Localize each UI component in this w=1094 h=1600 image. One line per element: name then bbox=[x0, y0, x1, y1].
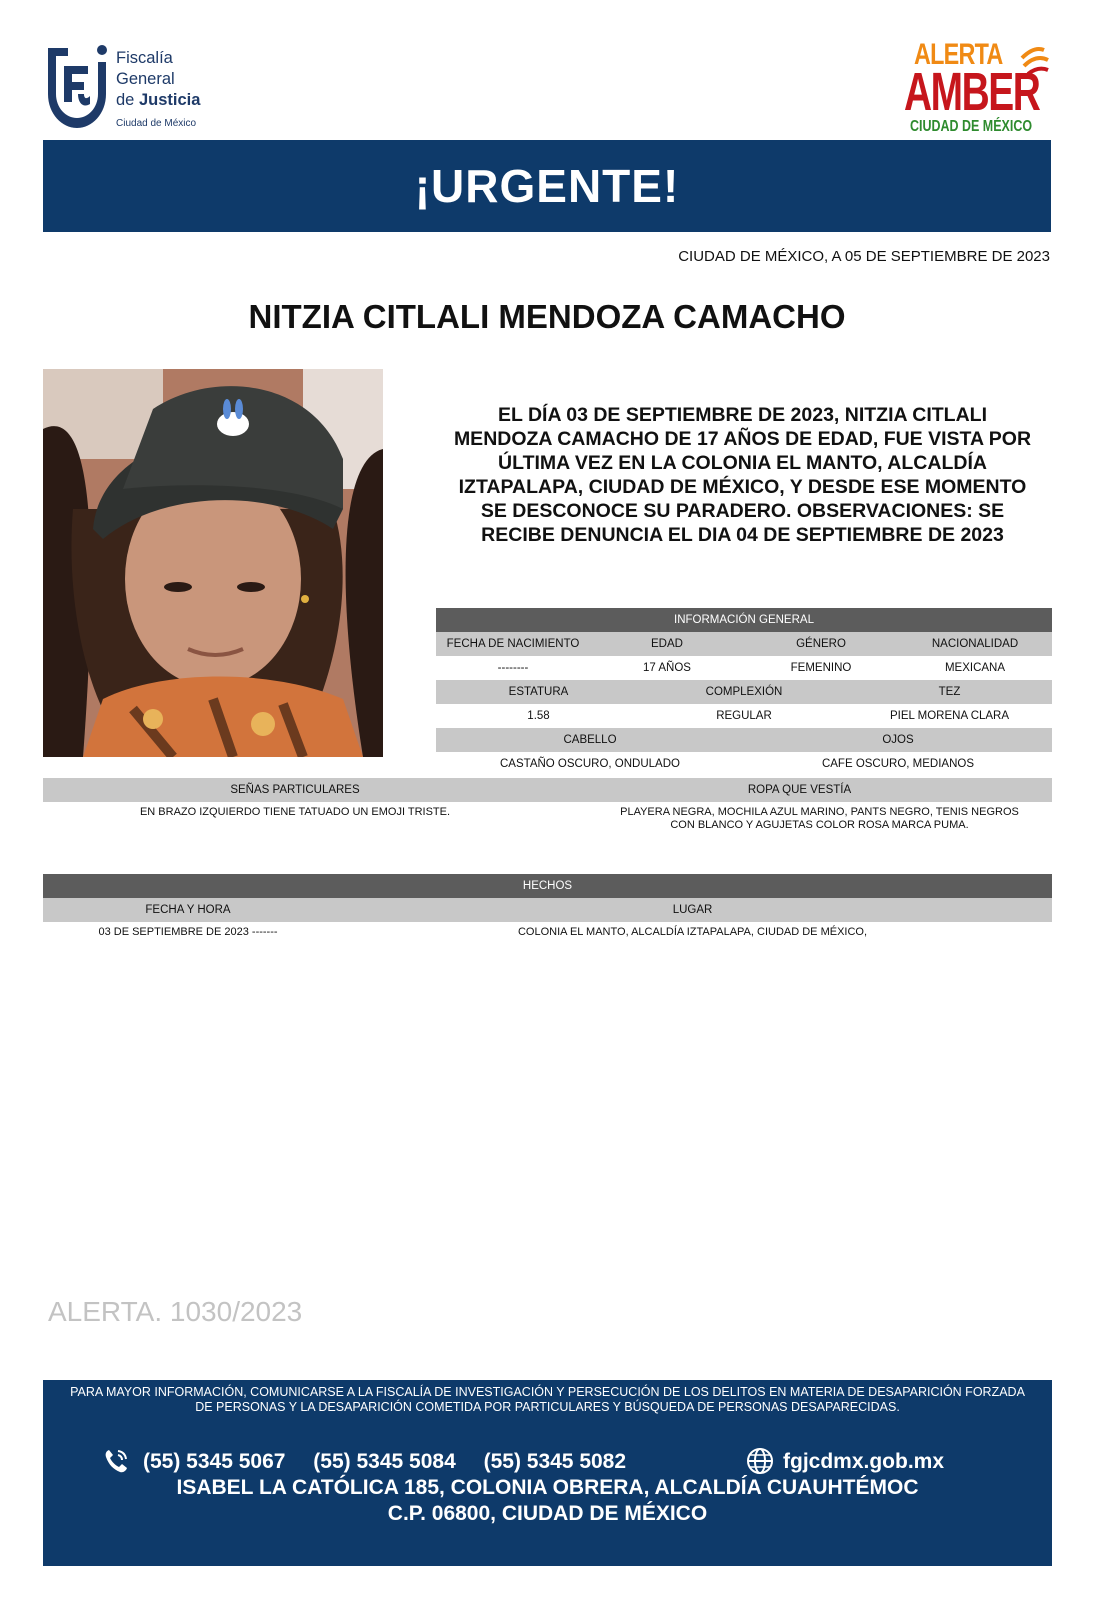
general-info-table-3 bbox=[436, 728, 1052, 776]
address-line-2: C.P. 06800, CIUDAD DE MÉXICO bbox=[387, 1502, 708, 1525]
amber-logo-line3: CIUDAD DE MÉXICO bbox=[910, 118, 1033, 135]
label-place: LUGAR bbox=[672, 904, 713, 916]
general-info-table-2 bbox=[436, 680, 1052, 728]
value-birthdate: -------- bbox=[497, 662, 529, 674]
label-age: EDAD bbox=[651, 638, 683, 650]
label-height: ESTATURA bbox=[508, 686, 569, 698]
fgj-logo-line1: Fiscalía bbox=[116, 49, 173, 67]
alerta-amber-logo-icon bbox=[904, 38, 1048, 135]
address-line-1: ISABEL LA CATÓLICA 185, COLONIA OBRERA, ALCALDÍA CUAUHTÉMOC bbox=[176, 1476, 919, 1499]
features-table bbox=[43, 778, 1052, 832]
phone-number-3[interactable]: (55) 5345 5082 bbox=[483, 1450, 627, 1473]
website-link[interactable]: fgjcdmx.gob.mx bbox=[783, 1450, 945, 1473]
value-nationality: MEXICANA bbox=[944, 662, 1006, 674]
value-gender: FEMENINO bbox=[790, 662, 852, 674]
label-features: SEÑAS PARTICULARES bbox=[230, 784, 360, 796]
phone-number-1[interactable]: (55) 5345 5067 bbox=[143, 1450, 286, 1473]
general-info-title: INFORMACIÓN GENERAL bbox=[674, 614, 814, 626]
value-eyes: CAFE OSCURO, MEDIANOS bbox=[821, 758, 975, 770]
phone-number-2[interactable]: (55) 5345 5084 bbox=[313, 1450, 456, 1473]
label-gender: GÉNERO bbox=[796, 638, 846, 650]
amber-logo-line2: AMBER bbox=[904, 62, 1040, 122]
dateline: CIUDAD DE MÉXICO, A 05 DE SEPTIEMBRE DE 2023 bbox=[678, 248, 1050, 265]
fgj-logo-line3-prefix: de bbox=[116, 91, 139, 109]
person-photo bbox=[43, 369, 383, 757]
fgj-logo bbox=[44, 42, 214, 134]
phone-icon bbox=[103, 1448, 129, 1474]
fgj-logo-line2: General bbox=[116, 70, 175, 88]
fgj-logo-sub: Ciudad de México bbox=[116, 118, 197, 129]
alert-number: ALERTA. 1030/2023 bbox=[48, 1296, 303, 1327]
globe-icon bbox=[745, 1446, 775, 1476]
label-build: COMPLEXIÓN bbox=[705, 686, 783, 698]
label-clothing: ROPA QUE VESTÍA bbox=[747, 784, 852, 796]
label-datetime: FECHA Y HORA bbox=[145, 904, 231, 916]
value-height: 1.58 bbox=[527, 710, 550, 722]
value-build: REGULAR bbox=[716, 710, 772, 722]
footer-info: PARA MAYOR INFORMACIÓN, COMUNICARSE A LA FISCALÍA DE INVESTIGACIÓN Y PERSECUCIÓN DE LOS DELITOS EN MATERIA DE DESAPARICIÓN FORZADA DE PERSONAS Y LA DESAPARICIÓN COMETIDA POR PARTICULARES Y BÚSQUEDA DE PERSONAS DESAPARECIDAS. bbox=[70, 1385, 1025, 1414]
label-hair: CABELLO bbox=[563, 734, 617, 746]
description: EL DÍA 03 DE SEPTIEMBRE DE 2023, NITZIA CITLALI MENDOZA CAMACHO DE 17 AÑOS DE EDAD, FUE VISTA POR ÚLTIMA VEZ EN LA COLONIA EL MANTO, ALCALDÍA IZTAPALAPA, CIUDAD DE MÉXICO, Y DESDE ESE MOMENTO SE DESCONOCE SU PARADERO. OBSERVACIONES: SE RECIBE DENUNCIA EL DIA 04 DE SEPTIEMBRE DE 2023 bbox=[453, 404, 1032, 546]
fgj-logo-icon bbox=[44, 42, 110, 132]
label-eyes: OJOS bbox=[882, 734, 914, 746]
fgj-logo-line3-bold: Justicia bbox=[138, 91, 201, 109]
value-clothing: PLAYERA NEGRA, MOCHILA AZUL MARINO, PANTS NEGRO, TENIS NEGROS CON BLANCO Y AGUJETAS COLOR ROSA MARCA PUMA. bbox=[620, 806, 1019, 831]
value-hair: CASTAÑO OSCURO, ONDULADO bbox=[500, 758, 680, 770]
facts-table bbox=[43, 874, 1052, 950]
person-photo-image bbox=[43, 369, 383, 757]
facts-title: HECHOS bbox=[522, 880, 573, 892]
label-complexion: TEZ bbox=[938, 686, 961, 698]
value-age: 17 AÑOS bbox=[643, 662, 691, 674]
urgent-banner: ¡URGENTE! bbox=[43, 140, 1051, 232]
value-datetime: 03 DE SEPTIEMBRE DE 2023 ------- bbox=[98, 926, 278, 938]
label-nationality: NACIONALIDAD bbox=[931, 638, 1019, 650]
value-place: COLONIA EL MANTO, ALCALDÍA IZTAPALAPA, CIUDAD DE MÉXICO, bbox=[517, 926, 868, 938]
value-features: EN BRAZO IZQUIERDO TIENE TATUADO UN EMOJI TRISTE. bbox=[139, 806, 451, 818]
person-name: NITZIA CITLALI MENDOZA CAMACHO bbox=[248, 298, 846, 335]
general-info-table bbox=[436, 608, 1052, 680]
amber-logo-line1: ALERTA bbox=[914, 38, 1003, 71]
label-birthdate: FECHA DE NACIMIENTO bbox=[446, 638, 580, 650]
value-complexion: PIEL MORENA CLARA bbox=[889, 710, 1010, 722]
footer bbox=[43, 1380, 1052, 1566]
